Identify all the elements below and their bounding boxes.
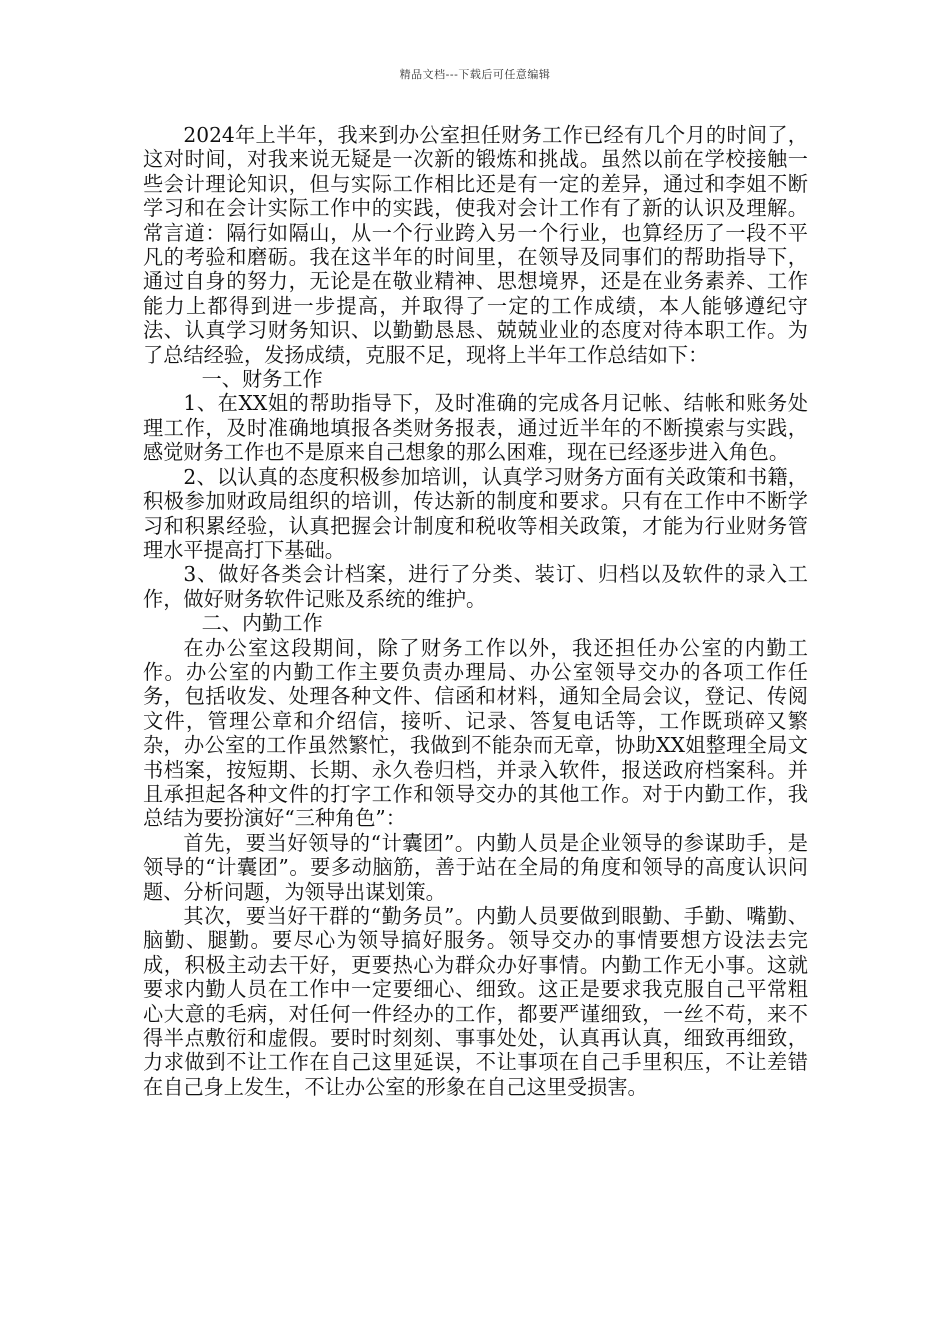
paragraph-first-role: 首先，要当好领导的“计囊团”。内勤人员是企业领导的参谋助手，是领导的“计囊团”。要多动脑筋，善于站在全局的角度和领导的高度认识问题、分析问题，为领导出谋划策。 [143, 830, 808, 904]
document-body [143, 123, 808, 1099]
section-heading-office: 二、内勤工作 [201, 611, 323, 636]
paragraph-finance-1: 1、在XX姐的帮助指导下，及时准确的完成各月记帐、结帐和账务处理工作，及时准确地填报各类财务报表，通过近半年的不断摸索与实践，感觉财务工作也不是原来自己想象的那么困难，现在已经逐步进入角色。 [143, 391, 808, 465]
page-header: 精品文档---下载后可任意编辑 [399, 68, 551, 81]
paragraph-office-intro: 在办公室这段期间，除了财务工作以外，我还担任办公室的内勤工作。办公室的内勤工作主要负责办理局、办公室领导交办的各项工作任务，包括收发、处理各种文件、信函和材料，通知全局会议，登记、传阅文件，管理公章和介绍信，接听、记录、答复电话等，工作既琐碎又繁杂，办公室的工作虽然繁忙，我做到不能杂而无章，协助XX姐整理全局文书档案，按短期、长期、永久卷归档，并录入软件，报送政府档案科。并且承担起各种文件的打字工作和领导交办的其他工作。对于内勤工作，我总结为要扮演好“三种角色”： [143, 635, 808, 831]
paragraph-intro: 2024年上半年，我来到办公室担任财务工作已经有几个月的时间了，这对时间，对我来说无疑是一次新的锻炼和挑战。虽然以前在学校接触一些会计理论知识，但与实际工作相比还是有一定的差异，通过和李姐不断学习和在会计实际工作中的实践，使我对会计工作有了新的认识及理解。常言道：隔行如隔山，从一个行业跨入另一个行业，也算经历了一段不平凡的考验和磨砺。我在这半年的时间里，在领导及同事们的帮助指导下，通过自身的努力，无论是在敬业精神、思想境界，还是在业务素养、工作能力上都得到进一步提高，并取得了一定的工作成绩，本人能够遵纪守法、认真学习财务知识、以勤勤恳恳、兢兢业业的态度对待本职工作。为了总结经验，发扬成绩，克服不足，现将上半年工作总结如下： [143, 123, 808, 367]
paragraph-second-role: 其次，要当好干群的“勤务员”。内勤人员要做到眼勤、手勤、嘴勤、脑勤、腿勤。要尽心为领导搞好服务。领导交办的事情要想方设法去完成，积极主动去干好，更要热心为群众办好事情。内勤工作无小事。这就要求内勤人员在工作中一定要细心、细致。这正是要求我克服自己平常粗心大意的毛病，对任何一件经办的工作，都要严谨细致，一丝不苟，来不得半点敷衍和虚假。要时时刻刻、事事处处，认真再认真，细致再细致，力求做到不让工作在自己这里延误，不让事项在自己手里积压，不让差错在自己身上发生，不让办公室的形象在自己这里受损害。 [143, 904, 808, 1099]
paragraph-finance-2: 2、以认真的态度积极参加培训，认真学习财务方面有关政策和书籍，积极参加财政局组织的培训，传达新的制度和要求。只有在工作中不断学习和积累经验，认真把握会计制度和税收等相关政策，才能为行业财务管理水平提高打下基础。 [143, 464, 808, 562]
paragraph-finance-3: 3、做好各类会计档案，进行了分类、装订、归档以及软件的录入工作，做好财务软件记账及系统的维护。 [143, 562, 808, 611]
section-heading-finance: 一、财务工作 [201, 367, 323, 392]
